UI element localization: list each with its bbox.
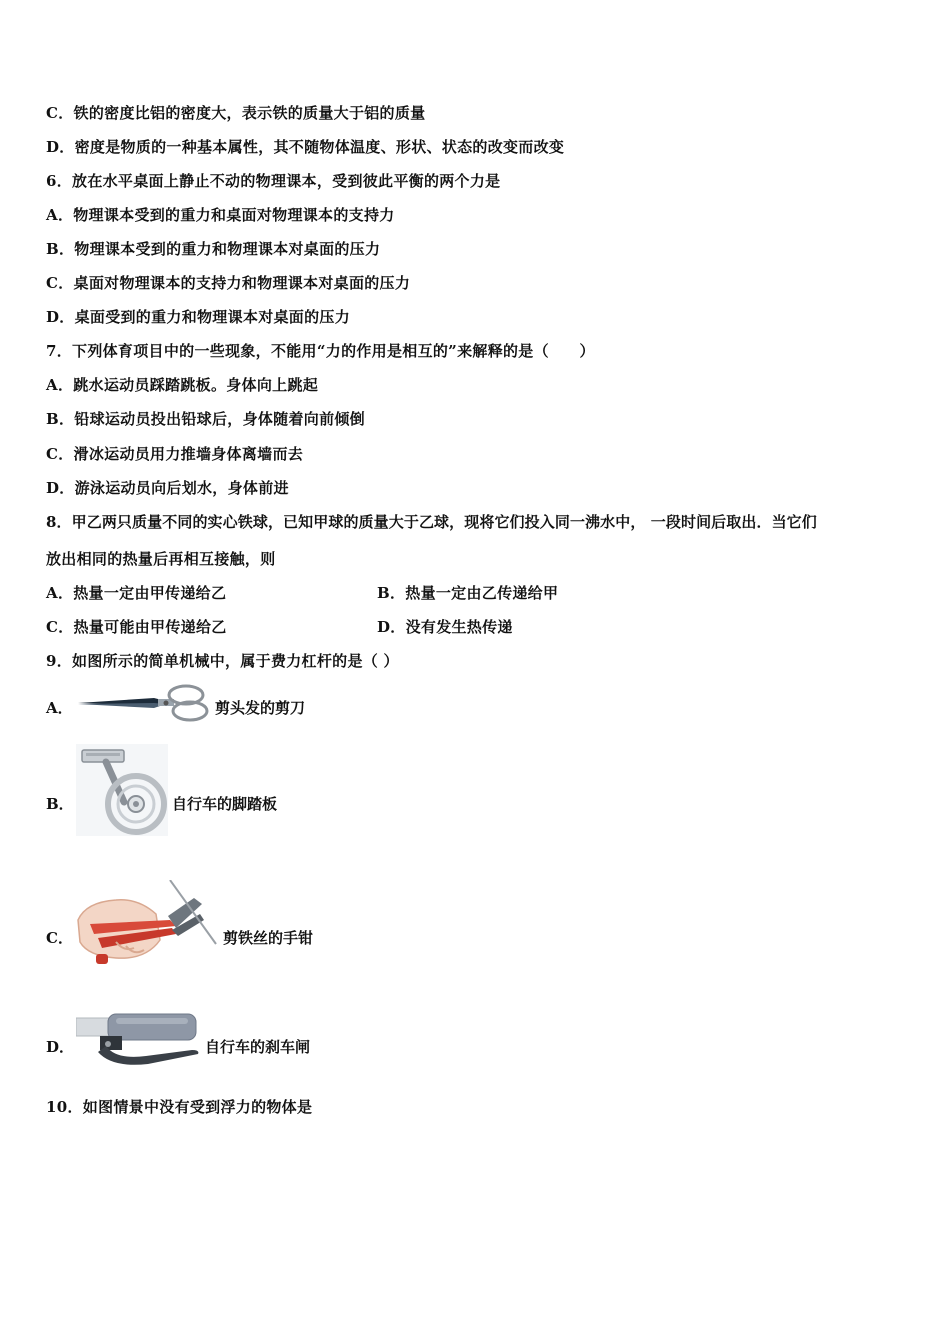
q9-option-b-label: B． xyxy=(46,795,74,813)
q8-option-a: A．热量一定由甲传递给乙 xyxy=(46,584,227,602)
q7-option-c: C．滑冰运动员用力推墙身体离墙而去 xyxy=(46,445,304,463)
q6-option-c: C．桌面对物理课本的支持力和物理课本对桌面的压力 xyxy=(46,274,411,292)
q8-stem-line2: 放出相同的热量后再相互接触，则 xyxy=(46,550,276,568)
q5-option-d: D．密度是物质的一种基本属性，其不随物体温度、形状、状态的改变而改变 xyxy=(46,138,565,156)
q6-option-b: B．物理课本受到的重力和物理课本对桌面的压力 xyxy=(46,240,381,258)
q10-stem: 10．如图情景中没有受到浮力的物体是 xyxy=(46,1098,313,1116)
q7-option-a: A．跳水运动员踩踏跳板。身体向上跳起 xyxy=(46,376,319,394)
q9-stem: 9．如图所示的简单机械中，属于费力杠杆的是（ ） xyxy=(46,652,399,670)
q8-stem-line1: 8．甲乙两只质量不同的实心铁球，已知甲球的质量大于乙球，现将它们投入同一沸水中， 一段时间后取出．当它们 xyxy=(46,513,817,531)
q7-option-b: B．铅球运动员投出铅球后，身体随着向前倾倒 xyxy=(46,410,365,428)
bicycle-pedal-icon xyxy=(76,744,168,836)
brake-lever-icon xyxy=(76,1012,202,1070)
pliers-hand-icon xyxy=(76,880,220,972)
q9-option-a-caption: 剪头发的剪刀 xyxy=(215,699,306,717)
q9-option-c-caption: 剪铁丝的手钳 xyxy=(223,929,314,947)
scissors-icon xyxy=(74,684,212,722)
q5-option-c: C．铁的密度比铝的密度大，表示铁的质量大于铝的质量 xyxy=(46,104,426,122)
q9-option-d-label: D． xyxy=(46,1038,75,1056)
q6-option-d: D．桌面受到的重力和物理课本对桌面的压力 xyxy=(46,308,351,326)
q8-option-c: C．热量可能由甲传递给乙 xyxy=(46,618,227,636)
q6-stem: 6．放在水平桌面上静止不动的物理课本，受到彼此平衡的两个力是 xyxy=(46,172,501,190)
q9-option-b-caption: 自行车的脚踏板 xyxy=(172,795,278,813)
q8-option-b: B．热量一定由乙传递给甲 xyxy=(377,584,559,602)
q7-stem: 7．下列体育项目中的一些现象，不能用“力的作用是相互的”来解释的是（ ） xyxy=(46,342,595,360)
q6-option-a: A．物理课本受到的重力和桌面对物理课本的支持力 xyxy=(46,206,395,224)
q9-option-d-caption: 自行车的刹车闸 xyxy=(205,1038,311,1056)
q8-option-d: D．没有发生热传递 xyxy=(377,618,513,636)
q9-option-a-label: A． xyxy=(46,699,73,717)
q9-option-c-label: C． xyxy=(46,929,73,947)
q7-option-d: D．游泳运动员向后划水，身体前进 xyxy=(46,479,289,497)
